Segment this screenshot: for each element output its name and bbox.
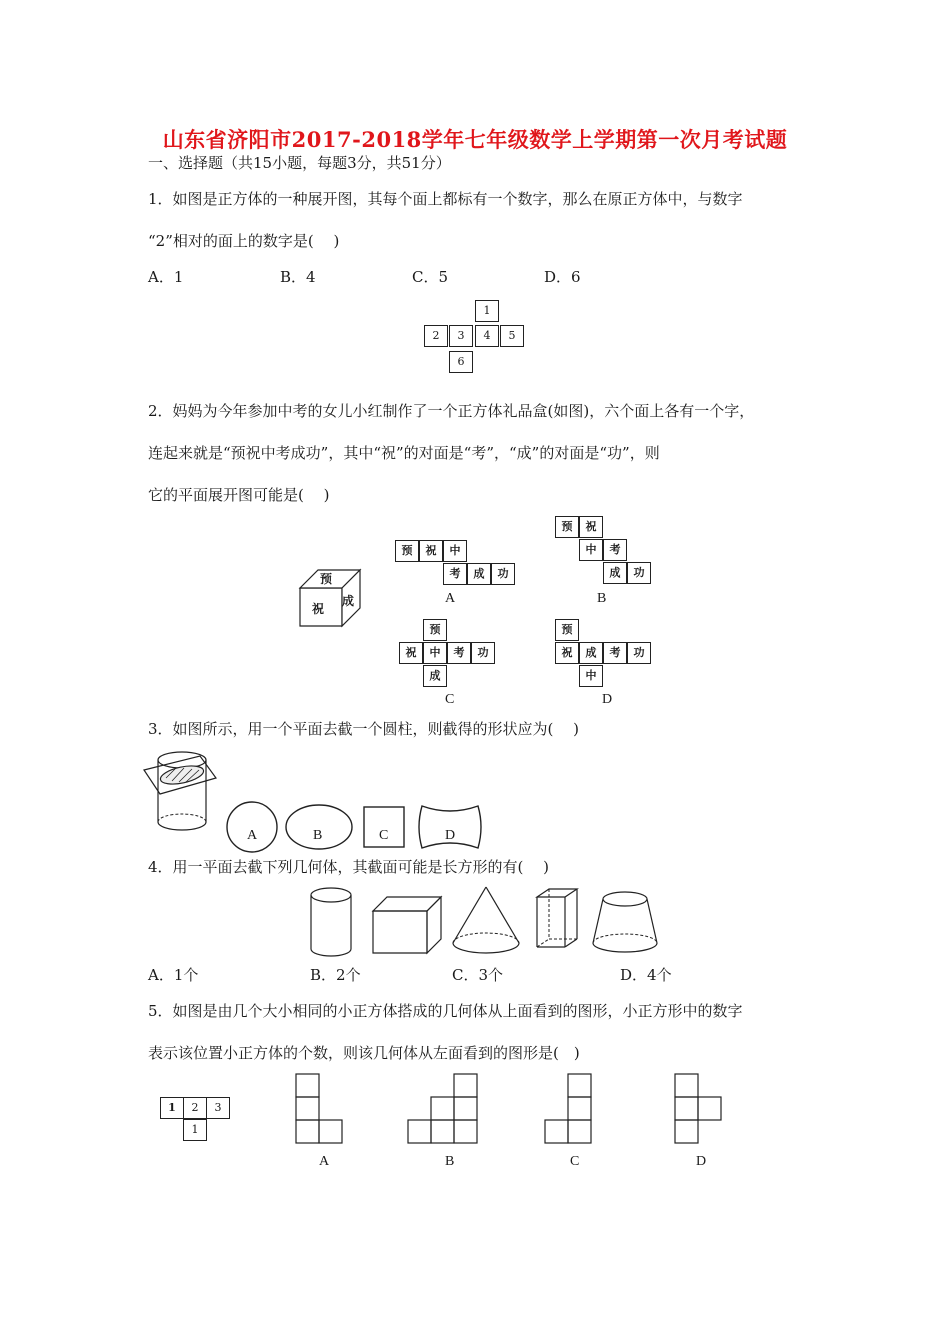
q2-cube-figure bbox=[298, 568, 368, 628]
q2-label-d: D bbox=[602, 692, 613, 707]
q5-label-a: A bbox=[319, 1154, 330, 1169]
section-heading: 一、选择题（共15小题，每题3分，共51分） bbox=[148, 154, 451, 172]
q1-option-d: D．6 bbox=[544, 268, 581, 286]
net-cell: 考 bbox=[603, 539, 627, 561]
net-cell: 成 bbox=[579, 642, 603, 664]
net-cell: 中 bbox=[579, 539, 603, 561]
net-cell: 中 bbox=[443, 540, 467, 562]
net-cell: 中 bbox=[579, 665, 603, 687]
q1-option-b: B．4 bbox=[280, 268, 316, 286]
q3-label-c: C bbox=[379, 828, 389, 843]
q2-label-b: B bbox=[597, 591, 607, 606]
net-cell: 2 bbox=[424, 325, 448, 347]
grid-cell: 2 bbox=[183, 1097, 207, 1119]
cube-face-front: 祝 bbox=[312, 602, 325, 616]
net-cell: 预 bbox=[555, 516, 579, 538]
q1-option-c: C．5 bbox=[412, 268, 449, 286]
net-cell: 祝 bbox=[579, 516, 603, 538]
q5-label-d: D bbox=[696, 1154, 707, 1169]
q5-text-line1: 5．如图是由几个大小相同的小正方体搭成的几何体从上面看到的图形，小正方形中的数字 bbox=[148, 1002, 743, 1020]
net-cell: 成 bbox=[467, 563, 491, 585]
q2-text-line3: 它的平面展开图可能是( ) bbox=[148, 486, 330, 504]
q3-cylinder-plane-figure bbox=[142, 748, 222, 838]
q5-text-line2: 表示该位置小正方体的个数，则该几何体从左面看到的图形是( ) bbox=[148, 1044, 580, 1062]
q5-label-b: B bbox=[445, 1154, 455, 1169]
q4-option-d: D．4个 bbox=[620, 966, 672, 984]
q5-answer-views bbox=[292, 1072, 752, 1147]
net-cell: 预 bbox=[423, 619, 447, 641]
net-cell: 预 bbox=[555, 619, 579, 641]
q3-text-line1: 3．如图所示，用一个平面去截一个圆柱，则截得的形状应为( ) bbox=[148, 720, 580, 738]
q1-text-line1: 1．如图是正方体的一种展开图，其每个面上都标有一个数字，那么在原正方体中，与数字 bbox=[148, 190, 743, 208]
q2-text-line1: 2．妈妈为今年参加中考的女儿小红制作了一个正方体礼品盒(如图)，六个面上各有一个字， bbox=[148, 402, 755, 420]
net-cell: 功 bbox=[627, 642, 651, 664]
q1-option-a: A．1 bbox=[148, 268, 184, 286]
q1-text-line2: “2”相对的面上的数字是( ) bbox=[148, 232, 340, 250]
net-cell: 功 bbox=[471, 642, 495, 664]
net-cell: 成 bbox=[603, 562, 627, 584]
cube-face-top: 预 bbox=[320, 572, 333, 586]
cube-face-right: 成 bbox=[342, 594, 355, 608]
page-title: 山东省济阳市2017-2018学年七年级数学上学期第一次月考试题 bbox=[162, 127, 788, 152]
net-cell: 成 bbox=[423, 665, 447, 687]
q4-option-b: B．2个 bbox=[310, 966, 361, 984]
q5-label-c: C bbox=[570, 1154, 580, 1169]
net-cell: 祝 bbox=[419, 540, 443, 562]
net-cell: 6 bbox=[449, 351, 473, 373]
net-cell: 祝 bbox=[555, 642, 579, 664]
q3-label-d: D bbox=[445, 828, 456, 843]
net-cell: 5 bbox=[500, 325, 524, 347]
q3-label-b: B bbox=[313, 828, 323, 843]
net-cell: 中 bbox=[423, 642, 447, 664]
q4-text-line1: 4．用一平面去截下列几何体，其截面可能是长方形的有( ) bbox=[148, 858, 550, 876]
net-cell: 考 bbox=[443, 563, 467, 585]
q4-option-c: C．3个 bbox=[452, 966, 504, 984]
net-cell: 4 bbox=[475, 325, 499, 347]
q2-label-c: C bbox=[445, 692, 455, 707]
q2-text-line2: 连起来就是“预祝中考成功”，其中“祝”的对面是“考”，“成”的对面是“功”，则 bbox=[148, 444, 660, 462]
net-cell: 预 bbox=[395, 540, 419, 562]
q4-option-a: A．1个 bbox=[148, 966, 199, 984]
q3-label-a: A bbox=[247, 828, 258, 843]
net-cell: 考 bbox=[603, 642, 627, 664]
net-cell: 祝 bbox=[399, 642, 423, 664]
net-cell: 功 bbox=[491, 563, 515, 585]
net-cell: 考 bbox=[447, 642, 471, 664]
grid-cell: 3 bbox=[206, 1097, 230, 1119]
net-cell: 功 bbox=[627, 562, 651, 584]
grid-cell: 1 bbox=[160, 1097, 184, 1119]
net-cell: 1 bbox=[475, 300, 499, 322]
net-cell: 3 bbox=[449, 325, 473, 347]
q4-solids-figure bbox=[305, 885, 665, 960]
grid-cell: 1 bbox=[183, 1119, 207, 1141]
q2-label-a: A bbox=[445, 591, 456, 606]
